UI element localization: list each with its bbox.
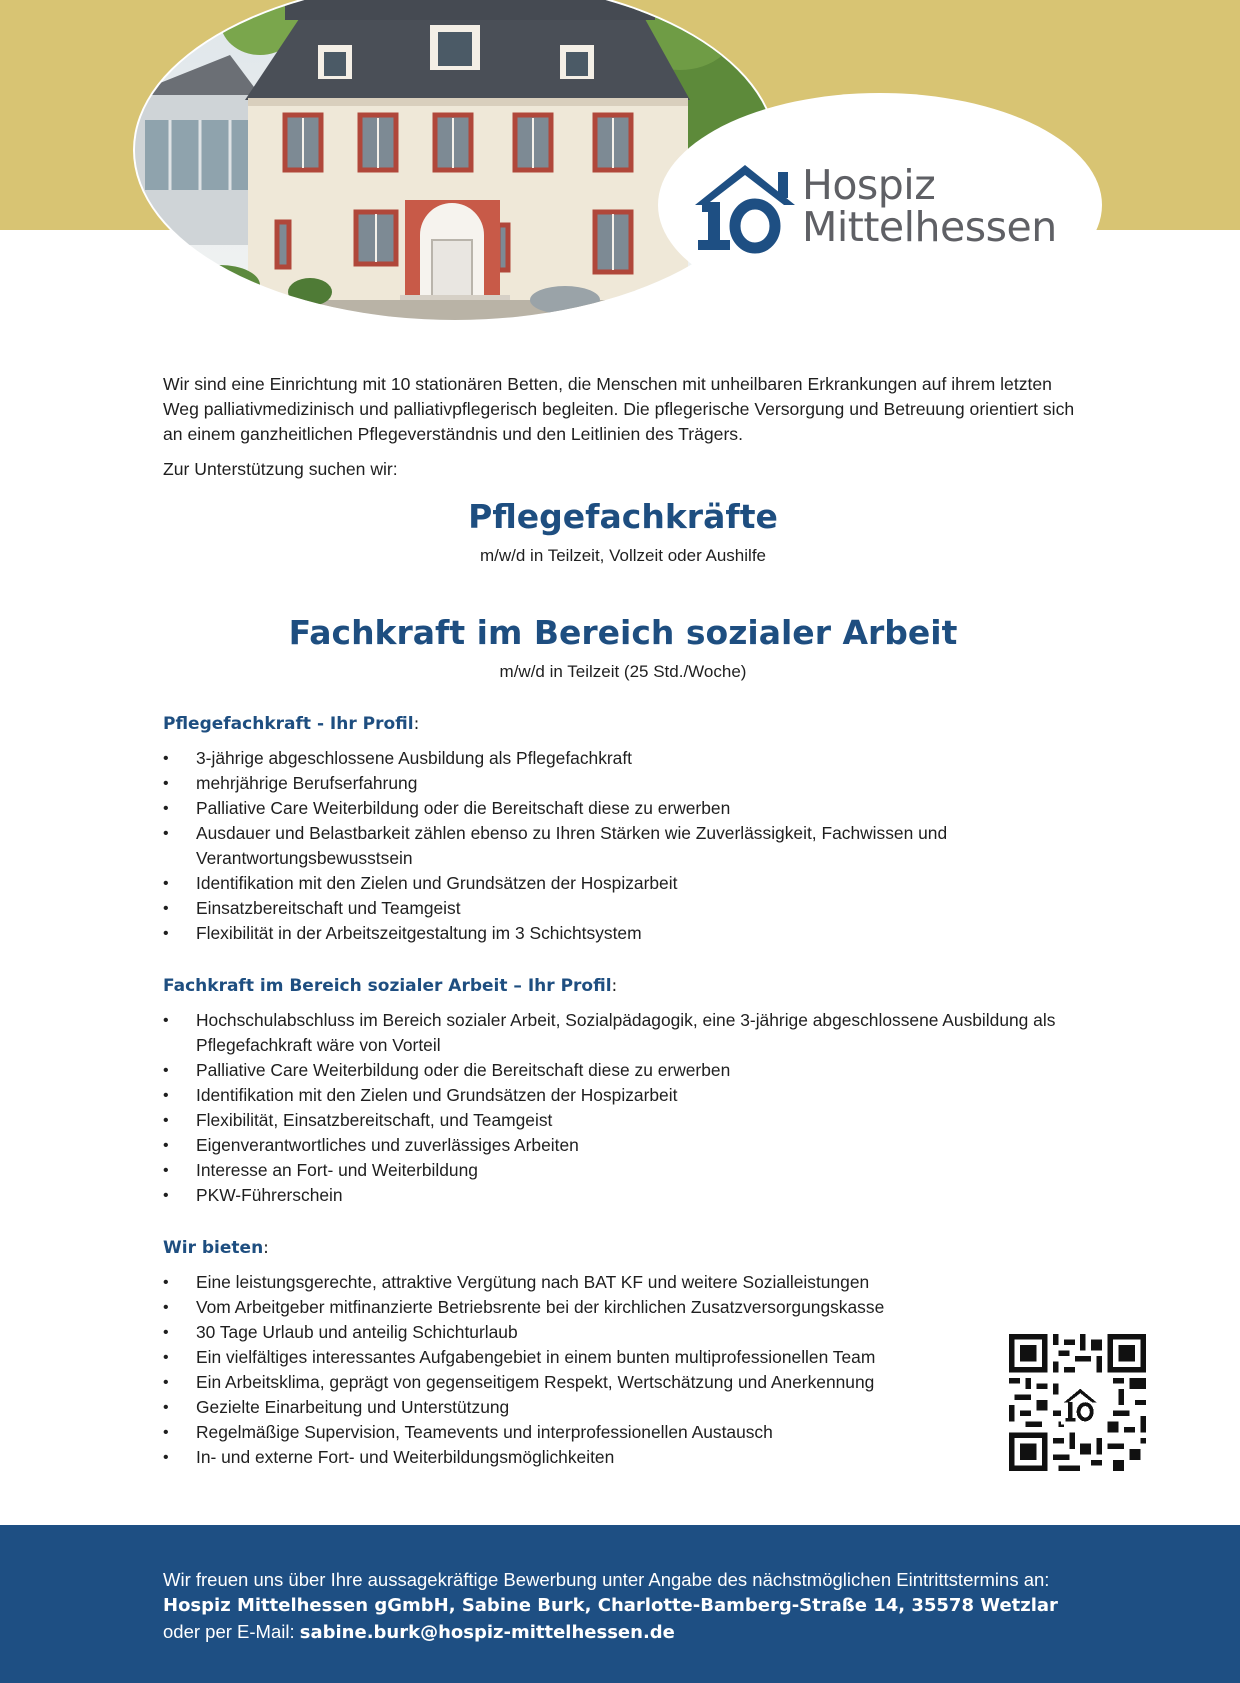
list-item: • Ein vielfältiges interessantes Aufgabengebiet in einem bunten multiprofessionellen Team [163,1345,1083,1370]
list-item: • Vom Arbeitgeber mitfinanzierte Betriebsrente bei der kirchlichen Zusatzversorgungskasse [163,1295,1083,1320]
section-heading-text: Wir bieten [163,1238,264,1258]
section-heading-profil-sozial: Fachkraft im Bereich sozialer Arbeit – Ihr Profil: [163,976,618,996]
footer-invitation: Wir freuen uns über Ihre aussagekräftige Bewerbung unter Angabe des nächstmöglichen Eintrittstermins an: [163,1569,1050,1590]
list-item: • Palliative Care Weiterbildung oder die Bereitschaft diese zu erwerben [163,796,1083,821]
section-heading-text: Fachkraft im Bereich sozialer Arbeit – Ihr Profil [163,976,612,996]
footer-email-line [163,1619,1058,1646]
section-heading-text: Pflegefachkraft - Ihr Profil [163,714,414,734]
list-item: • PKW-Führerschein [163,1183,1083,1208]
list-item: • Gezielte Einarbeitung und Unterstützung [163,1395,1083,1420]
list-item: • 3-jährige abgeschlossene Ausbildung als Pflegefachkraft [163,746,1083,771]
list-item: • In- und externe Fort- und Weiterbildungsmöglichkeiten [163,1445,1083,1470]
list-item: • Flexibilität in der Arbeitszeitgestaltung im 3 Schichtsystem [163,921,1083,946]
list-item: • 30 Tage Urlaub und anteilig Schichturlaub [163,1320,1083,1345]
logo-name-line1: Hospiz [802,161,936,209]
list-item: • Palliative Care Weiterbildung oder die Bereitschaft diese zu erwerben [163,1058,1083,1083]
header-banner [0,0,1240,330]
footer-contact [0,1525,1240,1683]
house-logo-icon [690,160,800,255]
logo-wordmark [802,161,1057,251]
main-content [163,372,1083,1470]
list-item: • Eigenverantwortliches und zuverlässiges Arbeiten [163,1133,1083,1158]
footer-address: Hospiz Mittelhessen gGmbH, Sabine Burk, Charlotte-Bamberg-Straße 14, 35578 Wetzlar [163,1595,1058,1616]
list-item: • Einsatzbereitschaft und Teamgeist [163,896,1083,921]
job-subtitle-pflegefachkraefte: m/w/d in Teilzeit, Vollzeit oder Aushilfe [480,546,766,565]
logo-name-line2: Mittelhessen [802,203,1057,251]
intro-paragraph: Wir sind eine Einrichtung mit 10 stationären Betten, die Menschen mit unheilbaren Erkrankungen auf ihrem letzten Weg palliativmedizinisch und palliativpflegerisch begleiten. Die pflegerische Versorgung und Betreuung orientiert sich an einem ganzheitlichen Pflegeverständnis und den Leitlinien des Trägers. [163,374,1075,444]
list-item: • Eine leistungsgerechte, attraktive Vergütung nach BAT KF und weitere Sozialleistungen [163,1270,1083,1295]
job-subtitle-sozialarbeit: m/w/d in Teilzeit (25 Std./Woche) [499,662,747,681]
qr-code-icon[interactable] [1009,1334,1146,1471]
email-link[interactable]: sabine.burk@hospiz-mittelhessen.de [299,1622,675,1643]
section-heading-wir-bieten: Wir bieten: [163,1238,269,1258]
list-item: • Interesse an Fort- und Weiterbildung [163,1158,1083,1183]
list-item: • Ausdauer und Belastbarkeit zählen ebenso zu Ihren Stärken wie Zuverlässigkeit, Fachwissen und Verantwortungsbewusstsein [163,821,1083,871]
list-item: • mehrjährige Berufserfahrung [163,771,1083,796]
list-item: • Regelmäßige Supervision, Teamevents und interprofessionellen Austausch [163,1420,1083,1445]
intro-lead: Zur Unterstützung suchen wir: [163,459,398,479]
list-profil-pflege [163,746,1083,946]
list-item: • Identifikation mit den Zielen und Grundsätzen der Hospizarbeit [163,1083,1083,1108]
section-heading-profil-pflege: Pflegefachkraft - Ihr Profil: [163,714,420,734]
list-item: • Flexibilität, Einsatzbereitschaft, und Teamgeist [163,1108,1083,1133]
list-item: • Identifikation mit den Zielen und Grundsätzen der Hospizarbeit [163,871,1083,896]
list-item: • Ein Arbeitsklima, geprägt von gegenseitigem Respekt, Wertschätzung und Anerkennung [163,1370,1083,1395]
list-profil-sozial [163,1008,1083,1208]
footer-email-prefix: oder per E-Mail: [163,1621,295,1642]
job-title-pflegefachkraefte: Pflegefachkräfte [468,497,778,536]
job-title-sozialarbeit: Fachkraft im Bereich sozialer Arbeit [288,613,958,652]
list-wir-bieten [163,1270,1083,1470]
list-item: • Hochschulabschluss im Bereich sozialer Arbeit, Sozialpädagogik, eine 3-jährige abgeschlossene Ausbildung als Pflegefachkraft wäre von Vorteil [163,1008,1083,1058]
